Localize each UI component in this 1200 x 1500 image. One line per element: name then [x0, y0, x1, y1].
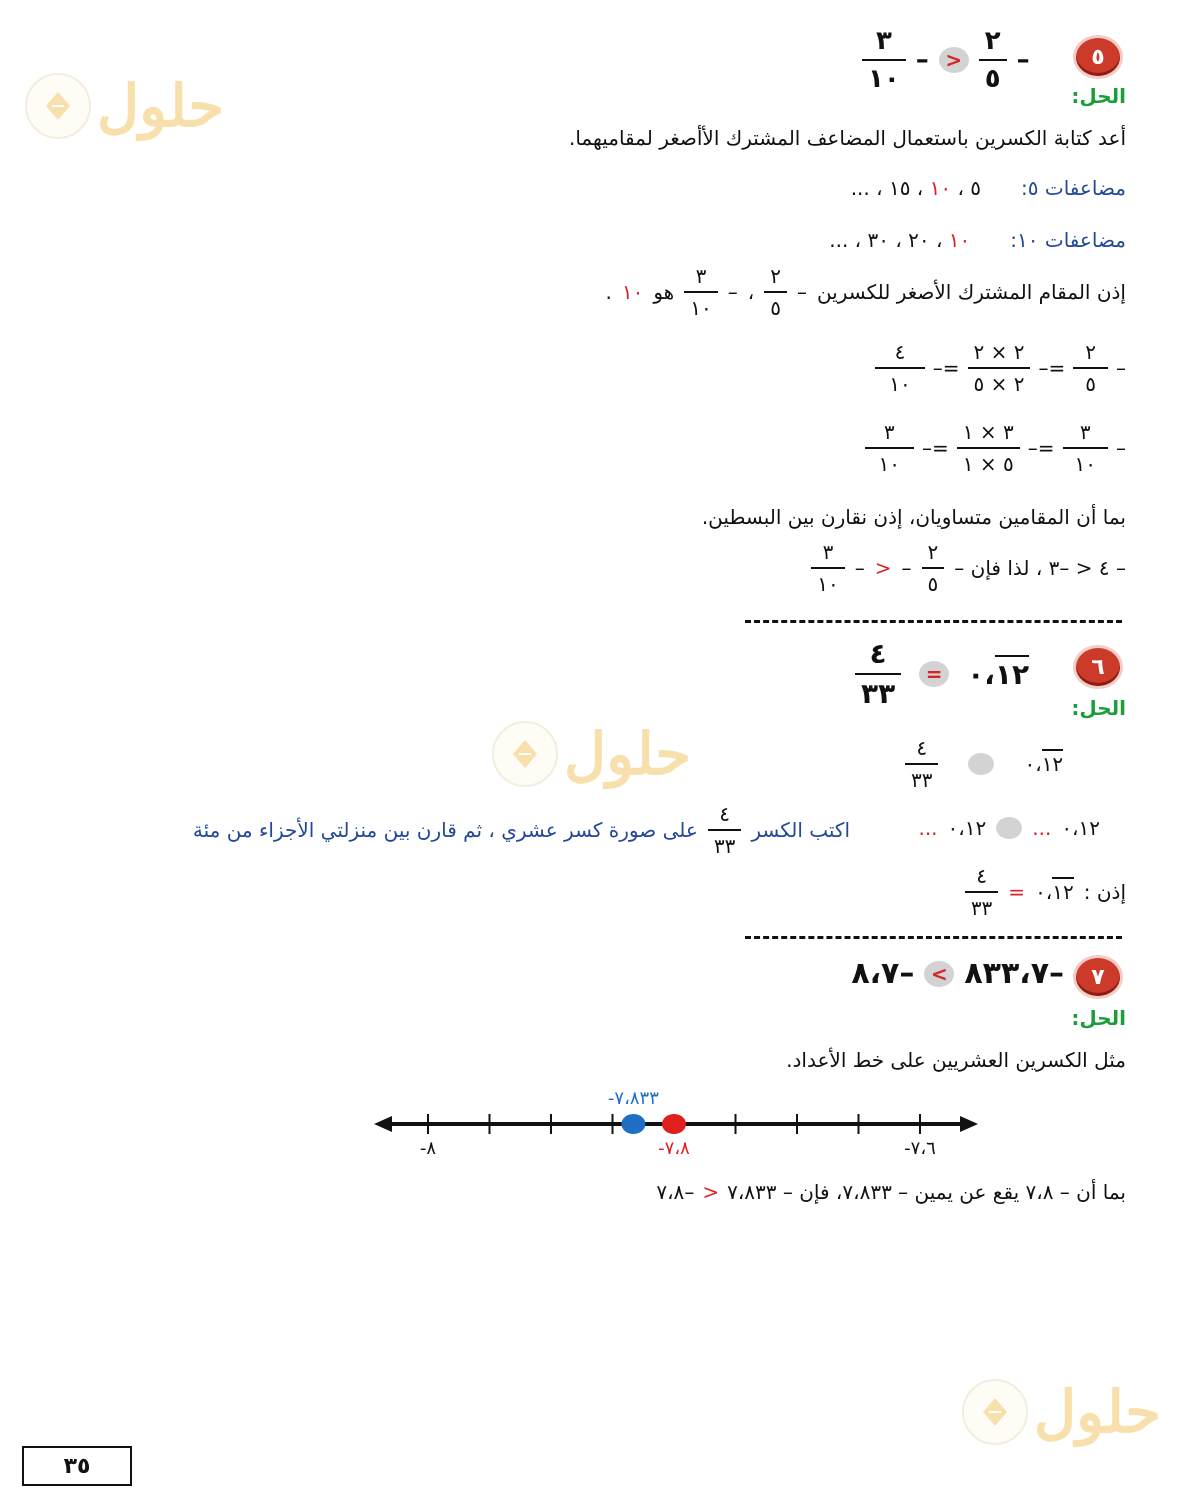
multiples-of-5-row: [851, 176, 1126, 200]
equals-sign: –=: [1038, 356, 1066, 380]
watermark-logo: [962, 1378, 1161, 1446]
q7-conclusion: [656, 1180, 1126, 1204]
lcd-value: ١٠: [621, 280, 644, 304]
fraction: [855, 637, 901, 710]
denominator: ٣٣: [905, 763, 938, 790]
repeating-digits: ١٢: [1042, 749, 1063, 776]
ellipsis: ...: [1032, 816, 1052, 840]
denominator: ١٠: [684, 291, 717, 318]
denominator: ٣٣: [965, 891, 998, 918]
comparison-symbol: >: [939, 47, 969, 73]
numerator: ٣: [875, 26, 892, 56]
right-arrow-icon: [960, 1116, 978, 1132]
book-icon: [25, 73, 91, 139]
decimal-value: ٠،١٢: [1061, 816, 1100, 840]
denominator: ٣٣: [855, 673, 901, 708]
result-prefix: إذن :: [1083, 880, 1126, 904]
number-line-point: [621, 1114, 645, 1134]
watermark-text: حلول: [564, 720, 692, 788]
denominator: ٥: [979, 59, 1007, 92]
value-highlight: ١٠: [929, 176, 952, 200]
value: ، ١٥ ، ...: [850, 176, 924, 200]
numerator: ٢: [1085, 340, 1096, 364]
q6-line-2: [918, 816, 1100, 840]
fraction: [811, 542, 844, 594]
comma: ،: [747, 280, 755, 304]
comparison-symbol: =: [919, 661, 949, 687]
numerator: ٣: [1079, 420, 1091, 444]
minus-sign: –: [727, 280, 738, 304]
question-badge: ٧: [1076, 958, 1120, 996]
numerator: ٢: [770, 264, 781, 288]
equals-sign: =: [1008, 880, 1026, 904]
multiples-of-10-row: [829, 228, 1126, 252]
denominator: ١٠: [865, 447, 914, 474]
number-line: [360, 1080, 1000, 1170]
repeating-decimal: [967, 658, 1029, 691]
period: .: [605, 280, 612, 304]
tick-label-right: -٧،٦: [904, 1138, 936, 1159]
numerator: ٤: [869, 637, 887, 670]
point-label-red: -٧،٨: [658, 1138, 690, 1159]
q6-result: [965, 866, 1126, 918]
numerator: ٢ × ٢: [973, 340, 1025, 364]
fraction: [764, 266, 787, 318]
decimal-integer-part: ٠،: [967, 657, 995, 691]
fraction: [862, 28, 906, 92]
instruction-text: مثل الكسرين العشريين على خط الأعداد.: [786, 1048, 1126, 1072]
ellipsis: ...: [918, 816, 938, 840]
sentence-text: إذن المقام المشترك الأصغر للكسرين: [816, 280, 1126, 304]
equals-sign: –=: [922, 436, 949, 460]
repeating-decimal: [1024, 752, 1063, 776]
instruction-text: أعد كتابة الكسرين باستعمال المضاعف المشترك الأأصغر لمقاميهما.: [568, 126, 1126, 150]
numerator: ٢: [984, 26, 1001, 56]
decimal-value: –٨،٧: [851, 956, 915, 991]
decimal-value: –٨٣٣،٧: [964, 956, 1064, 991]
equals-sign: –=: [1027, 436, 1055, 460]
fraction: [708, 804, 741, 856]
equation-row-2: [865, 422, 1126, 474]
minus-sign: –: [1116, 356, 1126, 380]
minus-sign: –: [1116, 436, 1126, 460]
page-number: ٣٥: [22, 1446, 132, 1486]
denominator: ٥: [764, 291, 787, 318]
fraction: [965, 866, 998, 918]
value: ٥ ،: [957, 176, 982, 200]
denominator: ١٠: [1063, 447, 1108, 474]
fraction: [684, 266, 717, 318]
solution-label: الحل:: [1071, 84, 1126, 108]
minus-sign: –: [854, 556, 865, 580]
numerator: ٢: [927, 540, 939, 564]
numerator: ٣ × ١: [962, 420, 1014, 444]
watermark-logo: [25, 72, 224, 140]
q5-conclusion: [811, 542, 1126, 594]
fraction: [922, 542, 945, 594]
denominator: ٥ × ١: [957, 447, 1020, 474]
comparison-symbol: <: [874, 556, 892, 580]
decimal-integer-part: ٠،: [1024, 752, 1042, 776]
decimal-integer-part: ٠،: [1035, 880, 1053, 904]
section-divider: [745, 936, 1122, 939]
solution-label: الحل:: [1071, 696, 1126, 720]
multiples-values: [851, 176, 981, 200]
equation-row-1: [875, 342, 1126, 394]
fraction: [1063, 422, 1108, 474]
question-badge: ٥: [1076, 38, 1120, 76]
fraction: [979, 28, 1007, 92]
watermark-logo: [492, 720, 691, 788]
numerator: ٤: [976, 864, 987, 888]
comparison-placeholder: [996, 817, 1022, 839]
decimal-value: –٧،٨: [656, 1180, 695, 1204]
fraction: [968, 342, 1031, 394]
multiples-values: [829, 228, 970, 252]
book-icon: [962, 1379, 1028, 1445]
numerator: ٣: [822, 540, 834, 564]
comparison-symbol: >: [924, 961, 954, 987]
section-divider: [745, 620, 1122, 623]
fraction: [957, 422, 1020, 474]
left-arrow-icon: [374, 1116, 392, 1132]
q6-line-1: [905, 738, 1063, 790]
repeating-digits: ١٢: [1052, 877, 1073, 904]
watermark-text: حلول: [97, 72, 225, 140]
denominator: ٣٣: [708, 829, 741, 856]
solution-label: الحل:: [1071, 1006, 1126, 1030]
denominator: ٥: [922, 567, 945, 594]
number-line-point: [662, 1114, 686, 1134]
point-label-blue: -٧،٨٣٣: [607, 1088, 659, 1109]
multiples-label: مضاعفات ٥:: [1021, 176, 1126, 200]
repeating-decimal: [1035, 880, 1074, 904]
comparison-placeholder: [968, 753, 994, 775]
numerator: ٤: [719, 802, 730, 826]
comparison-symbol: <: [702, 1180, 720, 1204]
question-badge: ٦: [1076, 648, 1120, 686]
numerator: ٣: [695, 264, 707, 288]
minus-sign: –: [1016, 45, 1030, 75]
lcd-sentence: [606, 266, 1127, 318]
hint-text: اكتب الكسر: [751, 818, 850, 842]
book-icon: [492, 721, 558, 787]
numerator: ٣: [883, 420, 895, 444]
q5-header: [862, 28, 1030, 92]
fraction: [865, 422, 914, 474]
value: ، ٢٠ ، ٣٠ ، ...: [829, 228, 943, 252]
tick-label-left: -٨: [419, 1138, 437, 1159]
decimal-value: ٠،١٢: [947, 816, 987, 840]
minus-sign: –: [915, 45, 929, 75]
same-denominators-text: بما أن المقامين متساويان، إذن نقارن بين البسطين.: [701, 505, 1126, 529]
value-highlight: ١٠: [948, 228, 971, 252]
sentence-text: هو: [653, 280, 675, 304]
denominator: ٥: [1073, 367, 1108, 394]
fraction: [1073, 342, 1108, 394]
conclusion-text: – ٤ < –٣ ، لذا فإن –: [954, 556, 1126, 580]
repeating-digits: ١٢: [995, 655, 1029, 691]
denominator: ١٠: [875, 367, 924, 394]
q6-header: [855, 637, 1030, 710]
watermark-text: حلول: [1034, 1378, 1162, 1446]
denominator: ١٠: [811, 567, 844, 594]
denominator: ١٠: [862, 59, 906, 92]
numerator: ٤: [894, 340, 906, 364]
denominator: ٢ × ٥: [968, 367, 1031, 394]
q7-header: [851, 956, 1064, 991]
numerator: ٤: [916, 736, 928, 760]
minus-sign: –: [901, 556, 912, 580]
minus-sign: –: [796, 280, 807, 304]
hint-text: على صورة كسر عشري ، ثم قارن بين منزلتي الأجزاء من مئة: [192, 818, 698, 842]
multiples-label: مضاعفات ١٠:: [1010, 228, 1126, 252]
fraction: [905, 738, 938, 790]
equals-sign: –=: [932, 356, 960, 380]
fraction: [875, 342, 924, 394]
conclusion-text: بما أن – ٧،٨ يقع عن يمين – ٧،٨٣٣، فإن – ٧،٨٣٣: [727, 1180, 1126, 1204]
q6-hint: [193, 804, 850, 856]
